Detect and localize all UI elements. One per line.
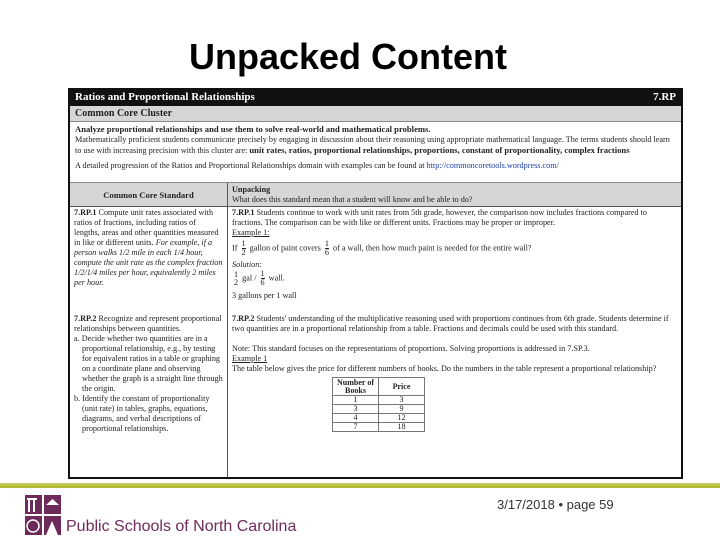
standard-code: 7.RP.1 <box>74 208 97 217</box>
footer-date-page: 3/17/2018 • page 59 <box>497 497 614 512</box>
col-unpacking-sub: What does this standard mean that a student will know and be able to do? <box>232 195 473 204</box>
solution-label: Solution: <box>232 260 263 269</box>
table-row: 7 18 <box>333 423 425 432</box>
green-divider <box>0 483 720 488</box>
table-row <box>70 310 681 479</box>
domain-header <box>70 88 681 106</box>
table-row: 4 12 <box>333 414 425 423</box>
cluster-title: Analyze proportional relationships and use them to solve real-world and mathematical problems. <box>75 124 431 134</box>
question-text: of a wall, then how much paint is needed for the entire wall? <box>333 243 532 253</box>
table-header: Price <box>379 378 425 396</box>
unpack-text: Students continue to work with unit rates from 5th grade, however, the comparison now includes fractions compared to fractions. The comparison can be with like or different units. Fractions may be proper or improper. <box>232 208 648 227</box>
col-standard-header: Common Core Standard <box>70 183 228 206</box>
fraction-half: 1 2 <box>234 269 239 287</box>
unpack-code: 7.RP.1 <box>232 208 255 217</box>
slide-title: Unpacked Content <box>188 36 508 77</box>
unpack-text: Students' understanding of the multiplicative reasoning used with proportions continues from 6th grade. Students determine if two quantities are in a proportional relationship from a table. Fractions and decimals could be used with this standard. <box>232 314 669 333</box>
nc-schools-logo-icon <box>25 495 61 535</box>
unpack-code: 7.RP.2 <box>232 314 255 323</box>
table-row: 1 3 <box>333 396 425 405</box>
solution-text: gal / <box>242 273 257 283</box>
books-price-table <box>332 377 425 432</box>
example-text: The table below gives the price for different numbers of books. Do the numbers in the table represent a proportional relationship? <box>232 364 657 373</box>
table-row: 3 9 <box>333 405 425 414</box>
table-header: Number of Books <box>333 378 379 396</box>
standard-example: For example, if a person walks 1/2 mile in each 1/4 hour, compute the unit rate as the complex fraction 1/2/1/4 miles per hour, equivalently 2 miles per hour. <box>74 238 223 287</box>
column-headers <box>70 183 681 207</box>
progression-link[interactable]: http://commoncoretools.wordpress.com/ <box>426 161 559 170</box>
standard-text: Compute unit rates associated with ratios of fractions, including ratios of lengths, areas and other quantities measured in like or different units. <box>74 208 219 247</box>
fraction-half: $\frac{1}{2}$ <box>241 239 246 257</box>
solution-text: wall. <box>268 273 285 283</box>
question-text: gallon of paint covers <box>249 243 321 253</box>
standard-part-b: b. Identify the constant of proportionality (unit rate) in tables, graphs, equations, diagrams, and verbal descriptions of proportional relationships. <box>74 394 210 433</box>
example-label: Example 1: <box>232 228 270 237</box>
fraction-sixth: $\frac{1}{6}$ <box>260 269 265 287</box>
cluster-text: Mathematically proficient students communicate precisely by engaging in discussion about their reasoning using appropriate mathematical language. The terms students should learn to use with increasing precision with this cluster are: <box>75 135 670 155</box>
col-unpacking-header: Unpacking <box>232 185 271 194</box>
progression-text: A detailed progression of the Ratios and Proportional Relationships domain with examples can be found at <box>75 161 425 170</box>
standard-part-a: a. Decide whether two quantities are in a proportional relationship, e.g., by testing for equivalent ratios in a table or graphing on a coordinate plane and observing whether the graph is a straight line through the origin. <box>74 334 223 393</box>
example-label: Example 1 <box>232 354 268 363</box>
standard-text: Recognize and represent proportional relationships between quantities. <box>74 314 222 333</box>
domain-code: 7.RP <box>653 91 676 103</box>
solution-answer: 3 gallons per 1 wall <box>232 291 297 300</box>
cluster-label: Common Core Cluster <box>70 106 681 122</box>
domain-title: Ratios and Proportional Relationships <box>75 91 255 103</box>
fraction-sixth: $\frac{1}{6}$ <box>324 239 329 257</box>
cluster-terms: unit rates, ratios, proportional relationships, proportions, constant of proportionality, complex fractions <box>249 145 630 155</box>
question-text: If <box>232 243 238 253</box>
organization-name: Public Schools of North Carolina <box>66 518 297 535</box>
unpacking-document <box>68 88 683 479</box>
cluster-body <box>70 122 681 183</box>
table-row <box>70 207 681 310</box>
note-text: Note: This standard focuses on the representations of proportions. Solving proportions is addressed in 7.SP.3. <box>232 344 590 353</box>
standard-code: 7.RP.2 <box>74 314 97 323</box>
